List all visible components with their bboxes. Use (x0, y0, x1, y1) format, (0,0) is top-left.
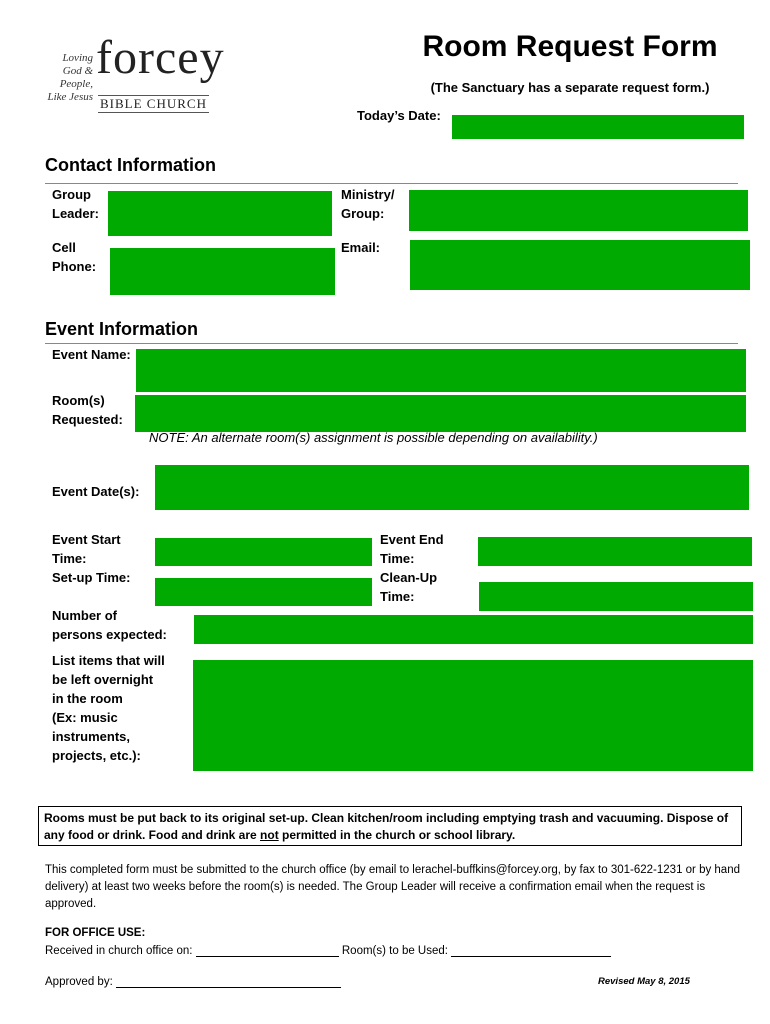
rooms-requested-field[interactable] (135, 395, 746, 432)
received-date-line[interactable] (196, 943, 339, 957)
logo-wordmark: forcey (96, 31, 225, 84)
logo-tagline: Loving God & People, Like Jesus (47, 52, 93, 103)
page-title: Room Request Form (422, 30, 718, 63)
todays-date-field[interactable] (452, 115, 744, 139)
cleanup-time-label: Clean-Up Time: (380, 570, 438, 604)
ministry-group-field[interactable] (409, 190, 748, 231)
overnight-items-field[interactable] (193, 660, 753, 771)
event-section-title: Event Information (45, 319, 199, 339)
approved-label: Approved by: (45, 976, 113, 988)
rules-notice-emphasis: not (260, 828, 279, 842)
event-name-label: Event Name: (52, 347, 131, 362)
contact-divider (45, 183, 738, 184)
received-label: Received in church office on: (45, 945, 193, 957)
event-dates-label: Event Date(s): (52, 484, 140, 499)
event-end-field[interactable] (478, 537, 752, 566)
cleanup-time-field[interactable] (479, 582, 753, 611)
rooms-used-line[interactable] (451, 943, 611, 957)
approved-row (45, 974, 341, 988)
event-name-field[interactable] (136, 349, 746, 392)
availability-note: NOTE: An alternate room(s) assignment is possible depending on availability.) (149, 430, 598, 445)
event-divider (45, 343, 738, 344)
revised-date: Revised May 8, 2015 (598, 976, 690, 987)
email-label: Email: (341, 240, 381, 255)
event-end-label: Event End Time: (380, 532, 444, 566)
event-dates-field[interactable] (155, 465, 749, 510)
rooms-used-label: Room(s) to be Used: (341, 945, 448, 957)
email-field[interactable] (410, 240, 750, 290)
todays-date-label: Today’s Date: (357, 108, 441, 123)
rules-notice-text-end: permitted in the church or school library. (278, 828, 516, 842)
group-leader-label: Group Leader: (52, 187, 99, 221)
event-start-field[interactable] (155, 538, 372, 566)
setup-time-label: Set-up Time: (52, 570, 131, 585)
received-row (45, 943, 611, 957)
cell-phone-label: Cell Phone: (52, 240, 97, 274)
page-subtitle: (The Sanctuary has a separate request form.) (430, 80, 710, 95)
submission-instructions: This completed form must be submitted to the church office (by email to lerachel-buffkins@forcey.org, by fax to 301-622-1231 or by hand delivery) at least two weeks before the room(s) is needed. The Group Leader will receive a confirmation email when the request is approved. (45, 864, 740, 910)
persons-expected-label: Number of persons expected: (52, 608, 167, 642)
logo-subname: BIBLE CHURCH (100, 96, 207, 111)
cell-phone-field[interactable] (110, 248, 335, 295)
approved-line[interactable] (116, 974, 341, 988)
rules-notice-text: Rooms must be put back to its original set-up. Clean kitchen/room including emptying trash and vacuuming. Dispose of any food or drink. Food and drink are (44, 811, 729, 842)
ministry-group-label: Ministry/ Group: (341, 187, 395, 221)
group-leader-field[interactable] (108, 191, 332, 236)
setup-time-field[interactable] (155, 578, 372, 606)
rooms-requested-label: Room(s) Requested: (52, 393, 123, 427)
contact-section-title: Contact Information (45, 155, 216, 175)
office-use-title: FOR OFFICE USE: (45, 927, 146, 939)
overnight-items-label: List items that will be left overnight in the room (Ex: music instruments, projects, etc.): (52, 653, 165, 763)
event-start-label: Event Start Time: (52, 532, 121, 566)
rules-notice-box (38, 806, 742, 846)
persons-expected-field[interactable] (194, 615, 753, 644)
